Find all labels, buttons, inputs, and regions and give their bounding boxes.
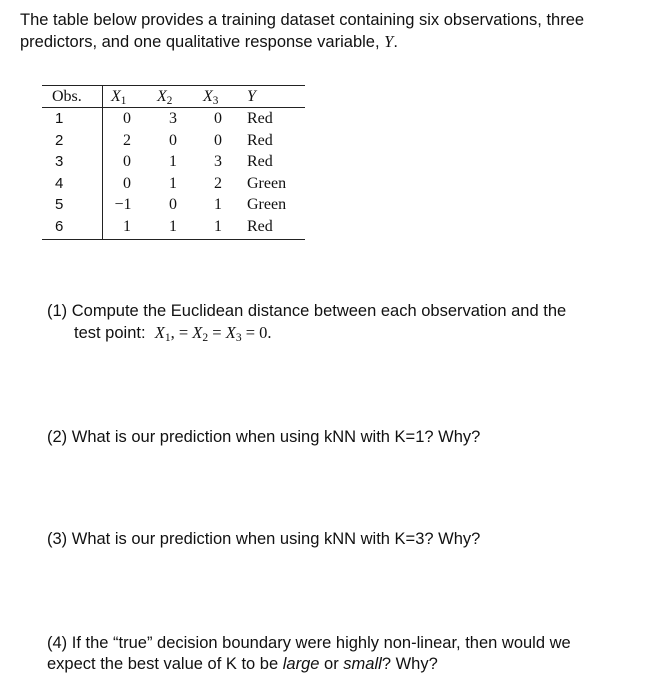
row-1-x2: 3 [169, 110, 177, 127]
intro-paragraph [20, 9, 645, 53]
training-data-table [42, 85, 305, 240]
row-1-y: Red [247, 110, 273, 127]
row-1-x1: 0 [123, 110, 131, 127]
row-6-obs: 6 [55, 218, 64, 235]
row-3-obs: 3 [55, 153, 64, 171]
question-4-line-2: expect the best value of K to be large or small? Why? [47, 655, 438, 673]
word-small: small [343, 655, 382, 673]
table-bottom-rule [42, 239, 305, 240]
question-3: (3) What is our prediction when using kNN with K=3? Why? [47, 530, 481, 548]
row-2-x2: 0 [169, 131, 177, 149]
row-4-x2: 1 [169, 174, 177, 192]
row-6-x2: 1 [169, 218, 177, 235]
question-2: (2) What is our prediction when using kNN with K=1? Why? [47, 428, 481, 446]
intro-line-2-text: predictors, and one qualitative response variable, [20, 33, 380, 51]
row-2-x3: 0 [214, 131, 222, 149]
row-5-x2: 0 [169, 196, 177, 214]
row-4-x1: 0 [123, 174, 131, 192]
response-variable-symbol: Y [384, 32, 394, 51]
row-2-y: Red [247, 131, 273, 149]
row-3-x3: 3 [214, 153, 222, 171]
table-top-rule [42, 85, 305, 86]
row-3-x2: 1 [169, 153, 177, 171]
question-1-line-2: test point: $X_1$, = $X_2 = X_3 = 0$. [74, 323, 272, 344]
header-y: Y [247, 88, 256, 105]
header-obs: Obs. [52, 88, 82, 105]
header-x1: $X_1$ [111, 88, 127, 107]
header-x2: $X_2$ [157, 88, 173, 107]
row-5-y: Green [247, 196, 287, 214]
header-x3: $X_3$ [203, 88, 219, 107]
intro-line-1: The table below provides a training dataset containing six observations, three [20, 11, 585, 29]
question-4 [47, 633, 571, 675]
row-2-x1: 2 [123, 131, 131, 149]
intro-line-2 [20, 31, 645, 53]
row-6-x1: 1 [123, 218, 131, 235]
question-4-line-1: (4) If the “true” decision boundary were highly non-linear, then would we [47, 634, 571, 652]
row-4-x3: 2 [214, 174, 222, 192]
row-5-x1: −1 [114, 196, 132, 214]
question-1-line-1: (1) Compute the Euclidean distance between each observation and the [47, 302, 567, 320]
word-large: large [282, 655, 320, 673]
table-column-divider [102, 86, 103, 239]
row-1-x3: 0 [214, 110, 222, 127]
row-1-obs: 1 [55, 110, 64, 127]
row-3-y: Red [247, 153, 273, 171]
row-6-y: Red [247, 218, 273, 235]
row-4-obs: 4 [55, 174, 64, 192]
intro-line-2-end: . [393, 33, 398, 51]
row-4-y: Green [247, 174, 287, 192]
question-1 [47, 301, 566, 344]
row-3-x1: 0 [123, 153, 131, 171]
row-6-x3: 1 [214, 218, 222, 235]
row-5-obs: 5 [55, 196, 64, 214]
row-5-x3: 1 [214, 196, 222, 214]
row-2-obs: 2 [55, 131, 64, 149]
